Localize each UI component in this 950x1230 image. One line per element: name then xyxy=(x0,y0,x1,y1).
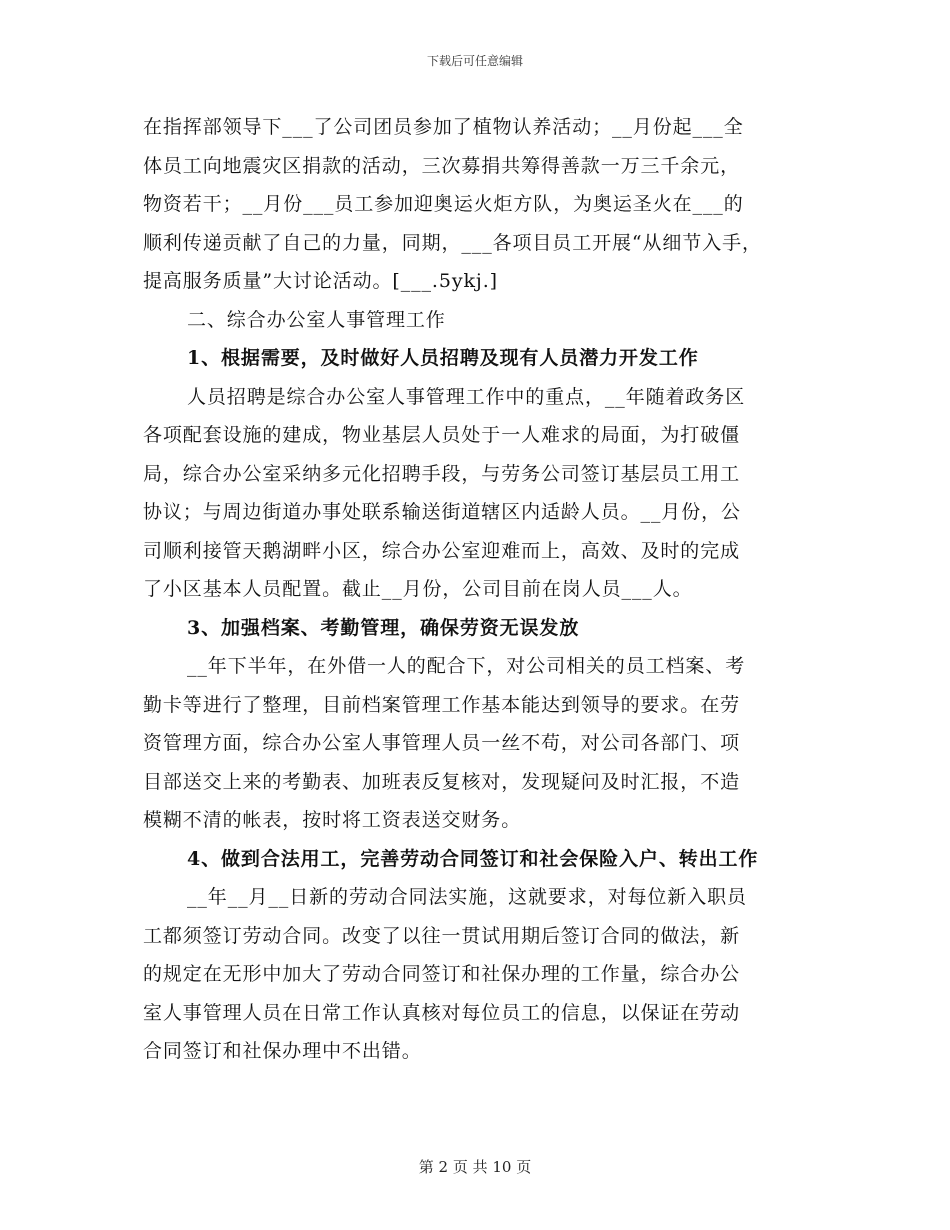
body-line: 局，综合办公室采纳多元化招聘手段，与劳务公司签订基层员工用工 xyxy=(143,462,741,485)
subsection-heading: 1、根据需要，及时做好人员招聘及现有人员潜力开发工作 xyxy=(187,347,699,369)
body-line: 资管理方面，综合办公室人事管理人员一丝不苟，对公司各部门、项 xyxy=(143,732,741,754)
subsection-heading: 4、做到合法用工，完善劳动合同签订和社会保险入户、转出工作 xyxy=(187,847,759,870)
body-line: 模糊不清的帐表，按时将工资表送交财务。 xyxy=(143,809,522,831)
body-line: 在指挥部领导下___了公司团员参加了植物认养活动；__月份起___全 xyxy=(143,116,744,138)
document-body xyxy=(143,108,798,1071)
body-line: 顺利传递贡献了自己的力量，同期，___各项目员工开展“从细节入手， xyxy=(143,231,762,254)
body-line: 目部送交上来的考勤表、加班表反复核对，发现疑问及时汇报，不造 xyxy=(143,770,741,793)
body-line: 的规定在无形中加大了劳动合同签订和社保办理的工作量，综合办公 xyxy=(143,963,741,985)
body-line: 人员招聘是综合办公室人事管理工作中的重点，__年随着政务区 xyxy=(187,385,746,408)
page-header: 下载后可任意编辑 xyxy=(426,54,523,68)
body-line: 室人事管理人员在日常工作认真核对每位员工的信息，以保证在劳动 xyxy=(143,1001,741,1024)
body-line: 提高服务质量”大讨论活动。[___.5ykj.] xyxy=(143,270,498,292)
body-line: 合同签订和社保办理中不出错。 xyxy=(143,1040,422,1062)
body-line: __年__月__日新的劳动合同法实施，这就要求，对每位新入职员 xyxy=(187,886,747,908)
body-line: 勤卡等进行了整理，目前档案管理工作基本能达到领导的要求。在劳 xyxy=(143,693,741,716)
body-line: 物资若干；__月份___员工参加迎奥运火炬方队，为奥运圣火在___的 xyxy=(143,193,744,215)
body-line: 体员工向地震灾区捐款的活动，三次募捐共筹得善款一万三千余元， xyxy=(143,154,741,177)
body-line: 司顺利接管天鹅湖畔小区，综合办公室迎难而上，高效、及时的完成 xyxy=(143,539,741,562)
body-line: 各项配套设施的建成，物业基层人员处于一人难求的局面，为打破僵 xyxy=(143,424,741,446)
section-heading: 二、综合办公室人事管理工作 xyxy=(187,308,446,331)
body-line: 工都须签订劳动合同。改变了以往一贯试用期后签订合同的做法，新 xyxy=(143,924,741,947)
subsection-heading: 3、加强档案、考勤管理，确保劳资无误发放 xyxy=(187,616,580,639)
body-line: 了小区基本人员配置。截止__月份，公司目前在岗人员___人。 xyxy=(143,578,693,600)
page-footer: 第 2 页 共 10 页 xyxy=(418,1158,532,1176)
body-line: 协议；与周边街道办事处联系输送街道辖区内适龄人员。__月份，公 xyxy=(143,501,741,523)
body-line: __年下半年，在外借一人的配合下，对公司相关的员工档案、考 xyxy=(187,655,746,677)
